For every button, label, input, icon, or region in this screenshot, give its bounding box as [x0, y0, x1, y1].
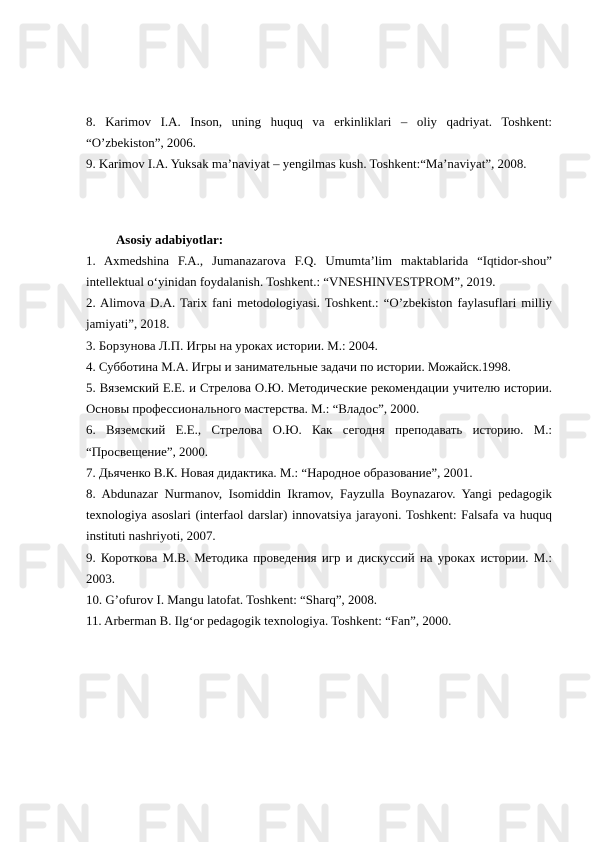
reference-item: 2. Alimova D.A. Tarix fani metodologiyasi. Toshkent.: “O’zbekiston faylasuflari milliy jamiyati”, 2018. — [86, 296, 552, 332]
reference-item: 11. Arberman B. Ilg‘or pedagogik texnologiya. Toshkent: “Fan”, 2000. — [86, 614, 452, 629]
reference-item: 1. Axmedshina F.A., Jumanazarova F.Q. Umumta’lim maktablarida “Iqtidor-shou” intellektual o‘yinidan foydalanish. Toshkent.: “VNESHINVESTPROM”, 2019. — [86, 253, 552, 290]
section-spacer — [86, 176, 552, 230]
reference-item: 9. Karimov I.A. Yuksak ma’naviyat – yengilmas kush. Toshkent:“Ma’naviyat”, 2008. — [86, 157, 527, 172]
reference-item: 5. Вяземский Е.Е. и Стрелова О.Ю. Методические рекомендации учителю истории. Основы профессионального мастерства. М.: “Владос”, 2000. — [86, 381, 552, 417]
watermark-glyph — [263, 27, 325, 65]
reference-item: 6. Вяземский Е.Е., Стрелова О.Ю. Как сегодня преподавать историю. М.: “Просвещение”, 2000. — [86, 423, 552, 459]
watermark-glyph — [23, 287, 85, 325]
watermark-glyph — [503, 27, 565, 65]
watermark-glyph — [563, 677, 595, 715]
watermark-glyph — [143, 807, 205, 842]
reference-item: 9. Короткова М.В. Методика проведения игр и дискуссий на уроках истории. М.: 2003. — [86, 550, 552, 586]
reference-item: 8. Abdunazar Nurmanov, Isomiddin Ikramov, Fayzulla Boynazarov. Yangi pedagogik texnologiya asoslari (interfaol darslar) innovatsiya jarayoni. Toshkent: Falsafa va huquq instituti nashriyoti, 2007. — [86, 487, 552, 544]
watermark-glyph — [383, 807, 445, 842]
document-body — [86, 112, 552, 632]
watermark-glyph — [383, 27, 445, 65]
watermark-glyph — [143, 27, 205, 65]
watermark-glyph — [23, 27, 85, 65]
watermark-glyph — [503, 807, 565, 842]
watermark-glyph — [563, 157, 595, 195]
watermark-glyph — [323, 677, 385, 715]
reference-item: 8. Karimov I.A. Inson, uning huquq va erkinliklari – oliy qadriyat. Toshkent: “O’zbekiston”, 2006. — [86, 115, 552, 151]
reference-item: 7. Дьяченко В.К. Новая дидактика. М.: “Народное образование”, 2001. — [86, 465, 473, 480]
watermark-glyph — [23, 807, 85, 842]
watermark-glyph — [203, 677, 265, 715]
watermark-glyph — [83, 677, 145, 715]
watermark-glyph — [23, 547, 85, 585]
watermark-glyph — [263, 807, 325, 842]
watermark-glyph — [563, 417, 595, 455]
section-heading: Asosiy adabiyotlar: — [116, 232, 224, 247]
reference-item: 4. Субботина М.А. Игры и занимательные задачи по истории. Можайск.1998. — [86, 359, 511, 374]
watermark-glyph — [443, 677, 505, 715]
reference-item: 10. G’ofurov I. Mangu latofat. Toshkent: “Sharq”, 2008. — [86, 593, 377, 608]
reference-item: 3. Борзунова Л.П. Игры на уроках истории. М.: 2004. — [86, 338, 378, 353]
